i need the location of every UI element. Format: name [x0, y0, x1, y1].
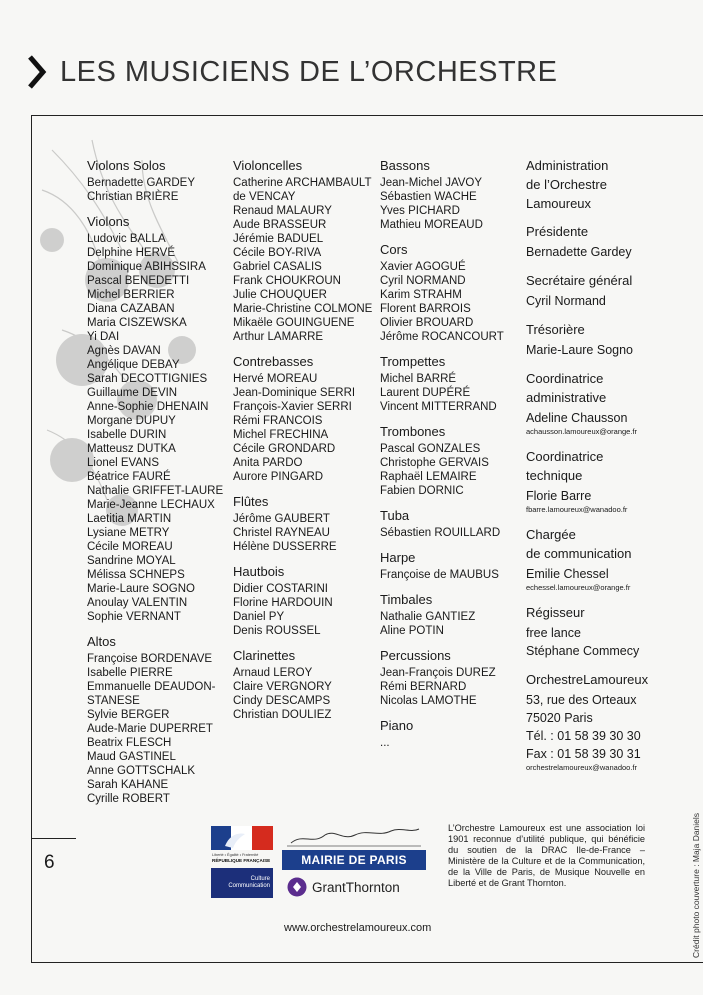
section-title: Tuba — [380, 508, 410, 523]
musician-name: Sarah KAHANE — [87, 779, 169, 791]
musician-name: Mathieu MOREAUD — [380, 219, 483, 231]
mairie-de-paris-logo — [282, 850, 426, 870]
musician-name: Agnès DAVAN — [87, 345, 161, 357]
contact-city: 75020 Paris — [526, 711, 593, 725]
musician-name: Isabelle DURIN — [87, 429, 167, 441]
column-winds-percussion — [380, 158, 520, 760]
section-title: Clarinettes — [233, 648, 296, 663]
section-contrebasses — [233, 354, 373, 484]
admin-email[interactable]: fbarre.lamoureux@wanadoo.fr — [526, 505, 628, 514]
culture-label: Culture — [250, 876, 270, 882]
section-hautbois — [233, 564, 373, 638]
musician-name: Mikaële GOUINGUENE — [233, 317, 355, 329]
musician-name: Aurore PINGARD — [233, 471, 324, 483]
admin-heading — [526, 158, 696, 212]
musician-name: Cécile MOREAU — [87, 541, 173, 553]
musician-name: Aline POTIN — [380, 625, 444, 637]
musician-name: Jean-Michel JAVOY — [380, 177, 483, 189]
musician-name: Julie CHOUQUER — [233, 289, 327, 301]
musician-name: Denis ROUSSEL — [233, 625, 321, 637]
admin-contact — [526, 672, 696, 773]
musician-name: Sandrine MOYAL — [87, 555, 176, 567]
musician-name: Christel RAYNEAU — [233, 527, 330, 539]
musician-name: Laurent DUPÉRÉ — [380, 387, 471, 399]
musician-name: Isabelle PIERRE — [87, 667, 173, 679]
section-title: Trompettes — [380, 354, 446, 369]
musician-name: Daniel PY — [233, 611, 285, 623]
musician-name: Nicolas LAMOTHE — [380, 695, 477, 707]
grant-logo-text: GrantThornton — [312, 879, 400, 895]
section-title: Violons — [87, 214, 130, 229]
section-violons-solos — [87, 158, 227, 204]
admin-secretaire — [526, 273, 696, 310]
page-number-rule — [31, 838, 76, 839]
section-flutes — [233, 494, 373, 554]
section-clarinettes — [233, 648, 373, 722]
admin-person: Florie Barre — [526, 489, 592, 503]
musician-name: Fabien DORNIC — [380, 485, 464, 497]
musician-name: Sébastien WACHE — [380, 191, 477, 203]
musician-name: Frank CHOUKROUN — [233, 275, 341, 287]
musician-name: Catherine ARCHAMBAULT — [233, 177, 372, 189]
section-title: Flûtes — [233, 494, 269, 509]
republique-francaise-logo — [211, 826, 273, 864]
musician-name: Michel BARRÉ — [380, 373, 457, 385]
admin-email[interactable]: achausson.lamoureux@orange.fr — [526, 427, 638, 436]
musician-name: Cécile BOY-RIVA — [233, 247, 322, 259]
musician-name: Yves PICHARD — [380, 205, 460, 217]
section-tuba — [380, 508, 520, 540]
section-title: Percussions — [380, 648, 451, 663]
musician-name: Morgane DUPUY — [87, 415, 176, 427]
musician-name: Maud GASTINEL — [87, 751, 176, 763]
musician-name: Yi DAI — [87, 331, 120, 343]
musician-name: Michel FRECHINA — [233, 429, 329, 441]
section-harpe — [380, 550, 520, 582]
musique-nouvelle-signature — [283, 823, 425, 849]
admin-regisseur — [526, 605, 696, 660]
musician-name: Christian BRIÈRE — [87, 191, 179, 203]
section-bassons — [380, 158, 520, 232]
section-violons — [87, 214, 227, 624]
admin-role: Secrétaire général — [526, 273, 633, 288]
admin-role: de communication — [526, 546, 632, 561]
musician-name: Nathalie GANTIEZ — [380, 611, 476, 623]
musician-name: Claire VERGNORY — [233, 681, 332, 693]
admin-person: Emilie Chessel — [526, 567, 609, 581]
musician-name: Beatrix FLESCH — [87, 737, 172, 749]
admin-role: Coordinatrice — [526, 371, 604, 386]
musician-name: Cyril NORMAND — [380, 275, 466, 287]
communication-label: Communication — [228, 883, 270, 889]
musician-name: Hervé MOREAU — [233, 373, 318, 385]
musician-name: Diana CAZABAN — [87, 303, 175, 315]
musician-name: Jérémie BADUEL — [233, 233, 324, 245]
section-percussions — [380, 648, 520, 708]
website-link[interactable]: www.orchestrelamoureux.com — [284, 922, 432, 934]
admin-coord-tech — [526, 449, 696, 515]
musician-name: Marie-Christine COLMONE — [233, 303, 373, 315]
column-administration — [526, 158, 696, 785]
musician-name: Bernadette GARDEY — [87, 177, 196, 189]
column-strings-winds — [233, 158, 373, 732]
musician-name: Anne-Sophie DHENAIN — [87, 401, 209, 413]
grant-thornton-mark-icon — [287, 877, 307, 897]
musician-name: Nathalie GRIFFET-LAURE — [87, 485, 224, 497]
admin-person: Marie-Laure Sogno — [526, 343, 634, 357]
musician-name: Sophie VERNANT — [87, 611, 181, 623]
musician-name: Sarah DECOTTIGNIES — [87, 373, 208, 385]
admin-tresoriere — [526, 322, 696, 359]
section-violoncelles — [233, 158, 373, 344]
musician-name: Karim STRAHM — [380, 289, 462, 301]
musician-name: Matteusz DUTKA — [87, 443, 176, 455]
section-title: Contrebasses — [233, 354, 314, 369]
musician-name: Béatrice FAURÉ — [87, 471, 171, 483]
culture-communication-logo — [211, 868, 273, 898]
musician-name: Raphaël LEMAIRE — [380, 471, 477, 483]
contact-fax: Fax : 01 58 39 30 31 — [526, 747, 641, 761]
musician-name: Dominique ABIHSSIRA — [87, 261, 206, 273]
section-title: Violoncelles — [233, 158, 303, 173]
section-trompettes — [380, 354, 520, 414]
musician-name: Arthur LAMARRE — [233, 331, 324, 343]
admin-person: Stéphane Commecy — [526, 644, 640, 658]
musician-name: Guillaume DEVIN — [87, 387, 178, 399]
musician-name: Christophe GERVAIS — [380, 457, 489, 469]
musician-name: Aude-Marie DUPERRET — [87, 723, 213, 735]
musician-name: Lionel EVANS — [87, 457, 160, 469]
rf-name: RÉPUBLIQUE FRANÇAISE — [212, 858, 271, 863]
admin-person: Bernadette Gardey — [526, 245, 632, 259]
admin-role: technique — [526, 468, 583, 483]
section-piano — [380, 718, 520, 750]
musician-name: Lysiane METRY — [87, 527, 170, 539]
musician-name: Olivier BROUARD — [380, 317, 474, 329]
section-title: Altos — [87, 634, 116, 649]
musician-name: Cindy DESCAMPS — [233, 695, 331, 707]
musician-name: Renaud MALAURY — [233, 205, 332, 217]
musician-name: de VENCAY — [233, 191, 296, 203]
rf-motto: Liberté • Égalité • Fraternité — [212, 853, 259, 857]
admin-role: Coordinatrice — [526, 449, 604, 464]
musician-name: Cyrille ROBERT — [87, 793, 170, 805]
musician-name: Arnaud LEROY — [233, 667, 313, 679]
contact-email[interactable]: orchestrelamoureux@wanadoo.fr — [526, 763, 638, 772]
musician-name: Anoulay VALENTIN — [87, 597, 188, 609]
musician-name: Cécile GRONDARD — [233, 443, 336, 455]
musician-name: Sébastien ROUILLARD — [380, 527, 501, 539]
section-cors — [380, 242, 520, 344]
musician-name: Mélissa SCHNEPS — [87, 569, 185, 581]
section-altos — [87, 634, 227, 806]
photo-credit: Crédit photo couverture : Maja Daniels — [691, 812, 701, 958]
admin-email[interactable]: echessel.lamoureux@orange.fr — [526, 583, 631, 592]
admin-coord-admin — [526, 371, 696, 437]
admin-title: Lamoureux — [526, 196, 592, 211]
musician-name: Françoise BORDENAVE — [87, 653, 213, 665]
musician-name: Jean-François DUREZ — [380, 667, 496, 679]
musician-name: Delphine HERVÉ — [87, 247, 176, 259]
musician-name: Christian DOULIEZ — [233, 709, 332, 721]
musician-name: Sylvie BERGER — [87, 709, 170, 721]
musician-name: Pascal GONZALES — [380, 443, 481, 455]
section-trombones — [380, 424, 520, 498]
musician-name: Angélique DEBAY — [87, 359, 180, 371]
musician-name: Jean-Dominique SERRI — [233, 387, 356, 399]
musician-name: Marie-Laure SOGNO — [87, 583, 196, 595]
association-note: L’Orchestre Lamoureux est une association loi 1901 reconnue d’utilité publique, qui bénéficie du soutien de la DRAC Ile-de-France – Ministère de la Culture et de la Communication, de la Ville de Paris, de Musique Nouvelle en Liberté et de Grant Thornton. — [448, 823, 645, 889]
musician-name: Xavier AGOGUÉ — [380, 261, 466, 273]
admin-person: Adeline Chausson — [526, 411, 628, 425]
musician-name: Gabriel CASALIS — [233, 261, 322, 273]
musician-name: Florent BARROIS — [380, 303, 471, 315]
chevron-right-icon — [26, 54, 48, 90]
musician-name: Jérôme GAUBERT — [233, 513, 330, 525]
musician-name: Michel BERRIER — [87, 289, 175, 301]
grant-thornton-logo — [287, 876, 400, 898]
admin-communication — [526, 527, 696, 593]
admin-person: Cyril Normand — [526, 294, 606, 308]
musician-name: François-Xavier SERRI — [233, 401, 352, 413]
musician-name: Jérôme ROCANCOURT — [380, 331, 504, 343]
musician-name: Pascal BENEDETTI — [87, 275, 190, 287]
admin-role: Régisseur — [526, 605, 585, 620]
section-title: Harpe — [380, 550, 416, 565]
musician-name: Rémi FRANCOIS — [233, 415, 323, 427]
admin-person: free lance — [526, 626, 581, 640]
musician-name: Florine HARDOUIN — [233, 597, 333, 609]
musician-name: Rémi BERNARD — [380, 681, 467, 693]
section-title: Bassons — [380, 158, 430, 173]
musician-name: Didier COSTARINI — [233, 583, 328, 595]
admin-role: Trésorière — [526, 322, 585, 337]
admin-title: Administration — [526, 158, 609, 173]
musician-name: Aude BRASSEUR — [233, 219, 327, 231]
section-title: Piano — [380, 718, 414, 733]
admin-presidente — [526, 224, 696, 261]
section-timbales — [380, 592, 520, 638]
musician-name: Maria CISZEWSKA — [87, 317, 187, 329]
page-number: 6 — [44, 852, 55, 873]
musician-name: STANESE — [87, 695, 140, 707]
section-title: Timbales — [380, 592, 433, 607]
musician-name: Emmanuelle DEAUDON- — [87, 681, 216, 693]
musician-name: Anita PARDO — [233, 457, 303, 469]
musician-name: Ludovic BALLA — [87, 233, 166, 245]
section-title: Cors — [380, 242, 408, 257]
musician-name: Vincent MITTERRAND — [380, 401, 497, 413]
section-title: Hautbois — [233, 564, 285, 579]
musician-name: Françoise de MAUBUS — [380, 569, 499, 581]
musician-name: ... — [380, 737, 390, 749]
page-title: LES MUSICIENS DE L’ORCHESTRE — [60, 55, 558, 88]
admin-title: de l’Orchestre — [526, 177, 607, 192]
musician-name: Hélène DUSSERRE — [233, 541, 337, 553]
admin-role: Chargée — [526, 527, 576, 542]
admin-role: administrative — [526, 390, 607, 405]
section-title: Violons Solos — [87, 158, 166, 173]
column-strings-1 — [87, 158, 227, 816]
musician-name: Marie-Jeanne LECHAUX — [87, 499, 215, 511]
section-title: Trombones — [380, 424, 446, 439]
contact-address: 53, rue des Orteaux — [526, 693, 637, 707]
admin-role: Présidente — [526, 224, 589, 239]
mairie-logo-text: MAIRIE DE PARIS — [301, 853, 407, 867]
musician-name: Laetitia MARTIN — [87, 513, 172, 525]
contact-name: OrchestreLamoureux — [526, 672, 649, 687]
musician-name: Anne GOTTSCHALK — [87, 765, 196, 777]
contact-phone: Tél. : 01 58 39 30 30 — [526, 729, 641, 743]
page-header — [26, 52, 557, 92]
